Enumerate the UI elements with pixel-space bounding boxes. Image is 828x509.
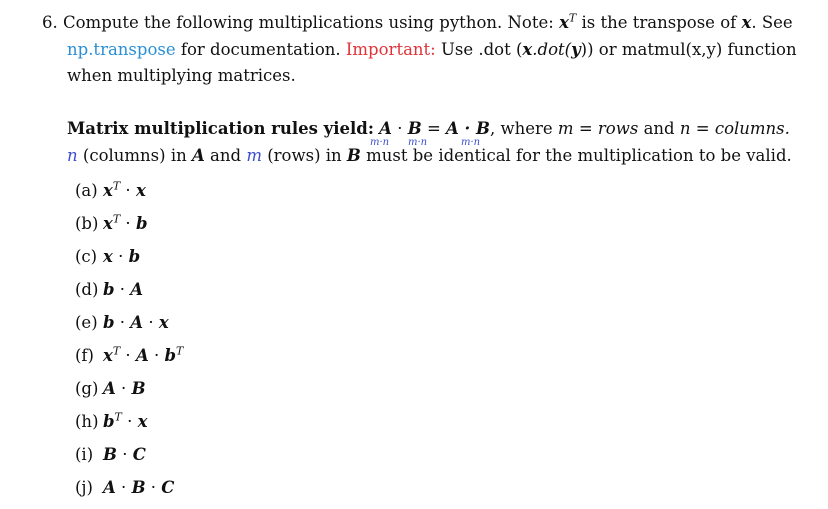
exercise-label: (i)	[75, 445, 94, 464]
var-x-dot: x	[522, 40, 533, 59]
rule-line2-A: A	[191, 146, 205, 165]
exercise-expression-rendered: $b^T \cdot x$	[103, 410, 148, 431]
rule-line2-B: B	[346, 146, 361, 165]
exercise-expression-rendered: b · A · x	[103, 313, 169, 332]
exercise-item	[75, 313, 169, 333]
question-text-b: is the transpose of	[581, 13, 737, 32]
rule-and: and	[643, 119, 675, 138]
question-text-a: Compute the following multiplications using python. Note:	[63, 13, 554, 32]
exercise-label: (g)	[75, 379, 99, 398]
question-text-matmul: )) or matmul(x,y) function	[580, 40, 797, 59]
exercise-expression-rendered: $x^T \cdot x$	[103, 179, 146, 200]
exercise-item	[75, 214, 147, 234]
exercise-item	[75, 280, 143, 300]
rule-eq-rows: =	[578, 119, 593, 138]
rule-eq: =	[426, 119, 441, 138]
exercise-label: (d)	[75, 280, 99, 299]
exercise-expression-rendered: $x^T \cdot b$	[103, 212, 148, 233]
var-x-2: x	[741, 13, 752, 32]
var-x: x	[559, 13, 569, 32]
exercise-item	[75, 412, 147, 432]
subscript-A: m·n	[370, 137, 390, 148]
question-line-1	[42, 13, 793, 33]
exercise-expression-rendered: x · b	[103, 247, 141, 266]
rule-dot: ·	[397, 119, 403, 138]
rule-line2-text-c: must be identical for the multiplication to be valid.	[366, 146, 792, 165]
rule-line2-and: and	[210, 146, 242, 165]
exercise-expression-rendered: $x^T \cdot A \cdot b^T$	[103, 344, 184, 365]
rule-line-2	[67, 146, 792, 166]
exercise-item	[75, 478, 174, 498]
exercise-label: (h)	[75, 412, 99, 431]
rule-n: n	[679, 119, 691, 138]
rule-B: B	[407, 119, 422, 138]
subscript-B: m·n	[408, 137, 428, 148]
rule-rows: rows	[597, 119, 639, 138]
question-text-end: . See	[751, 13, 793, 32]
rule-where: , where	[490, 119, 553, 138]
subscript-AB: m·n	[461, 137, 481, 148]
dot-call: .dot(	[532, 40, 572, 59]
rule-eq-cols: =	[695, 119, 710, 138]
exercise-label: (a)	[75, 181, 98, 200]
exercise-expression-rendered: B · C	[103, 445, 146, 464]
question-text-use: Use .dot (	[440, 40, 523, 59]
rule-m: m	[557, 119, 574, 138]
exercise-item	[75, 247, 140, 267]
np-transpose-link[interactable]: np.transpose	[67, 40, 176, 59]
rule-line2-m: m	[246, 146, 262, 165]
rule-line2-text-b: (rows) in	[267, 146, 342, 165]
rule-line2-text-a: (columns) in	[82, 146, 187, 165]
exercise-expression-rendered: A · B · C	[103, 478, 175, 497]
rule-line2-n: n	[67, 146, 78, 165]
rule-line-1	[67, 119, 790, 139]
exercise-item	[75, 181, 146, 201]
question-text-docs: for documentation.	[180, 40, 341, 59]
rule-AB: A · B	[446, 119, 490, 138]
exercise-expression-rendered: b · A	[103, 280, 144, 299]
exercise-item	[75, 445, 146, 465]
rule-columns: columns.	[714, 119, 790, 138]
exercise-label: (j)	[75, 478, 93, 497]
exercise-item	[75, 379, 146, 399]
question-line-2	[67, 40, 797, 60]
exercise-item	[75, 346, 183, 366]
rule-A: A	[379, 119, 392, 138]
exercise-label: (f)	[75, 346, 94, 365]
exercise-expression-rendered: A · B	[103, 379, 146, 398]
superscript-T: T	[568, 11, 577, 25]
var-y: y	[571, 40, 581, 59]
exercise-label: (c)	[75, 247, 98, 266]
exercise-label: (b)	[75, 214, 99, 233]
important-label: Important:	[345, 40, 436, 59]
question-number: 6.	[42, 13, 58, 32]
question-line-3	[67, 66, 296, 86]
rule-heading: Matrix multiplication rules yield:	[67, 119, 374, 138]
exercise-label: (e)	[75, 313, 98, 332]
question-text-multiplying: when multiplying matrices.	[67, 66, 296, 85]
